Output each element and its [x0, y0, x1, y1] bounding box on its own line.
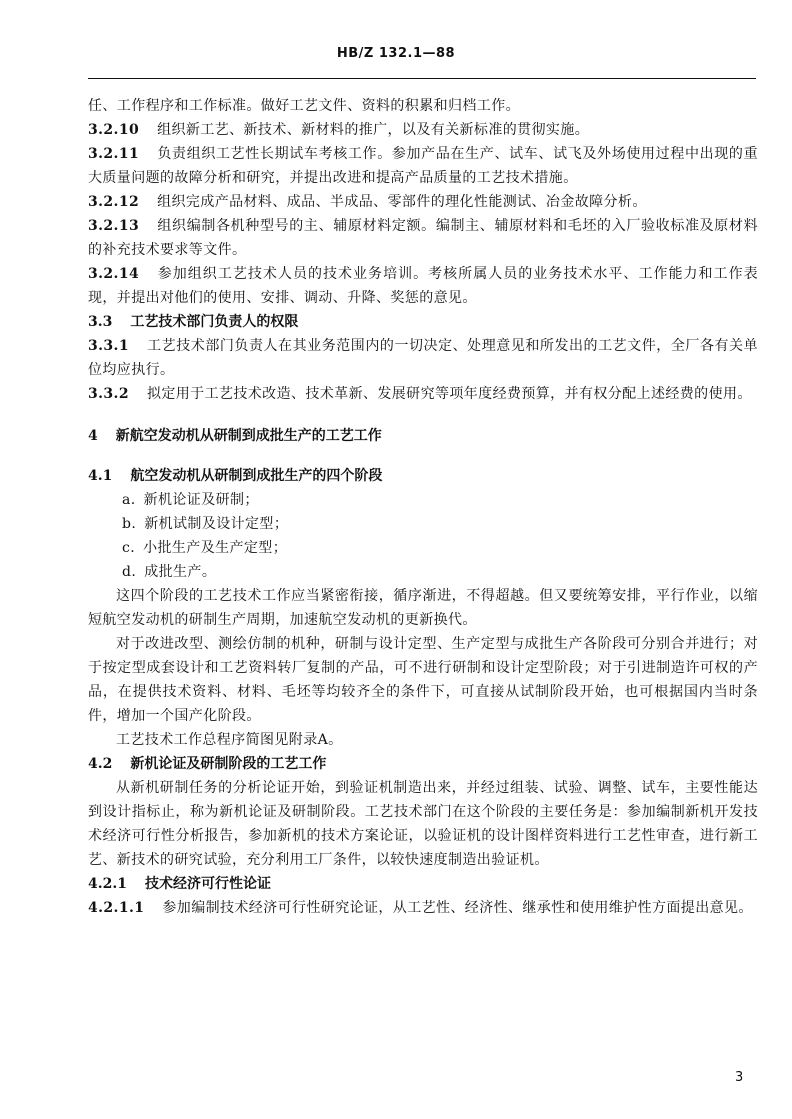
clause-3-2-11: 3.2.11 负责组织工艺性长期试车考核工作。参加产品在生产、试车、试飞及外场使用过程中出现的重大质量问题的故障分析和研究，并提出改进和提高产品质量的工艺技术措施。	[88, 146, 758, 186]
clause-number: 3.2.14	[88, 266, 140, 282]
clause-4-2-1-1: 4.2.1.1 参加编制技术经济可行性研究论证，从工艺性、经济性、继承性和使用维护性方面提出意见。	[88, 900, 753, 916]
section-heading-3-3: 3.3 工艺技术部门负责人的权限	[88, 314, 299, 330]
section-heading-4-2-1: 4.2.1 技术经济可行性论证	[88, 876, 271, 892]
paragraph-stages: 这四个阶段的工艺技术工作应当紧密衔接，循序渐进，不得超越。但又要统筹安排，平行作业，以缩短航空发动机的研制生产周期，加速航空发动机的更新换代。	[88, 588, 758, 628]
header-rule	[88, 78, 756, 79]
list-item-b: b. 新机试制及设计定型；	[122, 516, 289, 532]
list-item-d: d. 成批生产。	[122, 564, 217, 580]
paragraph-variants: 对于改进改型、测绘仿制的机种，研制与设计定型、生产定型与成批生产各阶段可分别合并进行；对于按定型成套设计和工艺资料转厂复制的产品，可不进行研制和设计定型阶段；对于引进制造许可权的产品，在提供技术资料、材料、毛坯等均较齐全的条件下，可直接从试制阶段开始，也可根据国内当时条件，增加一个国产化阶段。	[88, 636, 758, 724]
clause-3-2-14: 3.2.14 参加组织工艺技术人员的技术业务培训。考核所属人员的业务技术水平、工作能力和工作表现，并提出对他们的使用、安排、调动、升降、奖惩的意见。	[88, 266, 758, 306]
clause-3-2-13: 3.2.13 组织编制各机种型号的主、辅原材料定额。编制主、辅原材料和毛坯的入厂验收标准及原材料的补充技术要求等文件。	[88, 218, 758, 258]
clause-number: 3.2.12	[88, 194, 140, 210]
clause-3-2-10: 3.2.10 组织新工艺、新技术、新材料的推广，以及有关新标准的贯彻实施。	[88, 122, 590, 138]
clause-number: 3.2.11	[88, 146, 140, 162]
clause-number: 3.3.1	[88, 338, 129, 354]
paragraph-continuation: 任、工作程序和工作标准。做好工艺文件、资料的积累和归档工作。	[88, 98, 520, 114]
chapter-heading-4: 4 新航空发动机从研制到成批生产的工艺工作	[88, 428, 382, 444]
clause-number: 3.2.13	[88, 218, 140, 234]
clause-3-2-12: 3.2.12 组织完成产品材料、成品、半成品、零部件的理化性能测试、冶金故障分析。	[88, 194, 647, 210]
clause-3-3-1: 3.3.1 工艺技术部门负责人在其业务范围内的一切决定、处理意见和所发出的工艺文件，全厂各有关单位均应执行。	[88, 338, 758, 378]
clause-3-3-2: 3.3.2 拟定用于工艺技术改造、技术革新、发展研究等项年度经费预算，并有权分配上述经费的使用。	[88, 386, 752, 402]
clause-number: 3.2.10	[88, 122, 140, 138]
list-item-c: c. 小批生产及生产定型；	[122, 540, 288, 556]
section-heading-4-2: 4.2 新机论证及研制阶段的工艺工作	[88, 756, 327, 772]
list-item-a: a. 新机论证及研制；	[122, 492, 259, 508]
standard-code-header: HB/Z 132.1—88	[336, 46, 456, 61]
paragraph-appendix-ref: 工艺技术工作总程序简图见附录A。	[116, 732, 343, 748]
section-heading-4-1: 4.1 航空发动机从研制到成批生产的四个阶段	[88, 468, 383, 484]
page-number: 3	[735, 1070, 744, 1085]
document-body	[88, 94, 758, 920]
clause-number: 3.3.2	[88, 386, 129, 402]
clause-number: 4.2.1.1	[88, 900, 145, 916]
paragraph-4-2: 从新机研制任务的分析论证开始，到验证机制造出来，并经过组装、试验、调整、试车，主要性能达到设计指标止，称为新机论证及研制阶段。工艺技术部门在这个阶段的主要任务是：参加编制新机开发技术经济可行性分析报告，参加新机的技术方案论证，以验证机的设计图样资料进行工艺性审查，进行新工艺、新技术的研究试验，充分利用工厂条件，以较快速度制造出验证机。	[88, 780, 758, 868]
